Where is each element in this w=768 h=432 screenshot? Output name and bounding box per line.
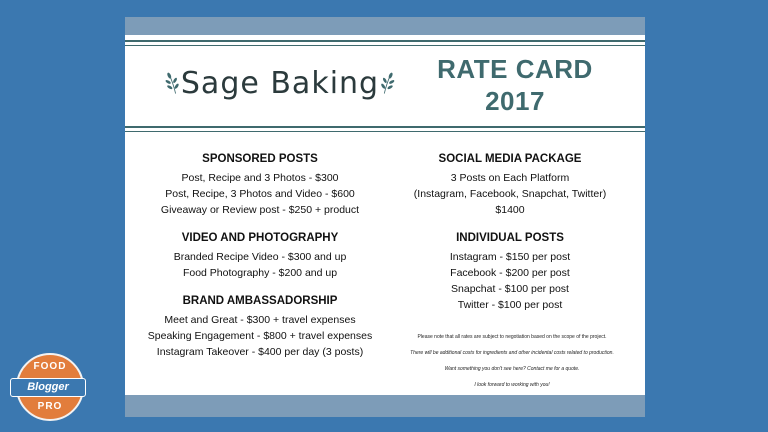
badge-text-bottom: PRO xyxy=(37,401,63,412)
right-column xyxy=(385,153,635,327)
rate-line: Post, Recipe, 3 Photos and Video - $600 xyxy=(165,188,355,200)
left-column xyxy=(135,153,385,374)
top-band xyxy=(125,17,645,35)
section-brand-ambassadorship xyxy=(135,295,385,360)
note-line: Want something you don't see here? Contact me for a quote. xyxy=(444,366,580,372)
rate-line: (Instagram, Facebook, Snapchat, Twitter) xyxy=(413,188,607,200)
section-social-media-package xyxy=(385,153,635,218)
rate-line: Food Photography - $200 and up xyxy=(182,267,338,279)
title-year: 2017 xyxy=(485,86,545,116)
rate-card xyxy=(125,17,645,417)
section-heading: SPONSORED POSTS xyxy=(202,153,318,165)
note-line: I look forward to working with you! xyxy=(474,382,550,388)
rate-line: Post, Recipe and 3 Photos - $300 xyxy=(181,172,339,184)
rate-line: $1400 xyxy=(495,204,525,216)
rate-line: Instagram - $150 per post xyxy=(449,251,571,263)
rate-line: Giveaway or Review post - $250 + product xyxy=(160,204,360,216)
rate-line: 3 Posts on Each Platform xyxy=(450,172,570,184)
section-individual-posts xyxy=(385,232,635,313)
fine-print-notes xyxy=(387,329,637,393)
badge-ribbon: Blogger xyxy=(10,378,86,397)
title-line: RATE CARD xyxy=(437,54,593,84)
bottom-band xyxy=(125,395,645,417)
brand-name: Sage Baking xyxy=(180,65,380,101)
brand-logo xyxy=(165,55,395,111)
rate-line: Meet and Great - $300 + travel expenses xyxy=(164,314,356,326)
note-line: Please note that all rates are subject to negotiation based on the scope of the project. xyxy=(417,334,607,340)
header-rule xyxy=(125,40,645,42)
rate-line: Snapchat - $100 per post xyxy=(451,283,569,295)
rate-line: Branded Recipe Video - $300 and up xyxy=(173,251,347,263)
header-rule xyxy=(125,131,645,132)
section-heading: VIDEO AND PHOTOGRAPHY xyxy=(181,232,339,244)
header-rule xyxy=(125,45,645,46)
rate-line: Speaking Engagement - $800 + travel expenses xyxy=(147,330,373,342)
leaf-sprig-icon xyxy=(379,61,395,105)
rate-line: Facebook - $200 per post xyxy=(450,267,570,279)
rate-line: Twitter - $100 per post xyxy=(457,299,563,311)
header-rule xyxy=(125,126,645,128)
page-title xyxy=(425,53,605,117)
section-sponsored-posts xyxy=(135,153,385,218)
badge-text-top: FOOD xyxy=(33,361,67,372)
rate-line: Instagram Takeover - $400 per day (3 posts) xyxy=(156,346,364,358)
leaf-sprig-icon xyxy=(165,61,181,105)
section-heading: SOCIAL MEDIA PACKAGE xyxy=(438,153,582,165)
section-heading: BRAND AMBASSADORSHIP xyxy=(182,295,338,307)
note-line: There will be additional costs for ingredients and other incidental costs related to production. xyxy=(410,350,614,356)
section-heading: INDIVIDUAL POSTS xyxy=(456,232,564,244)
section-video-photography xyxy=(135,232,385,281)
